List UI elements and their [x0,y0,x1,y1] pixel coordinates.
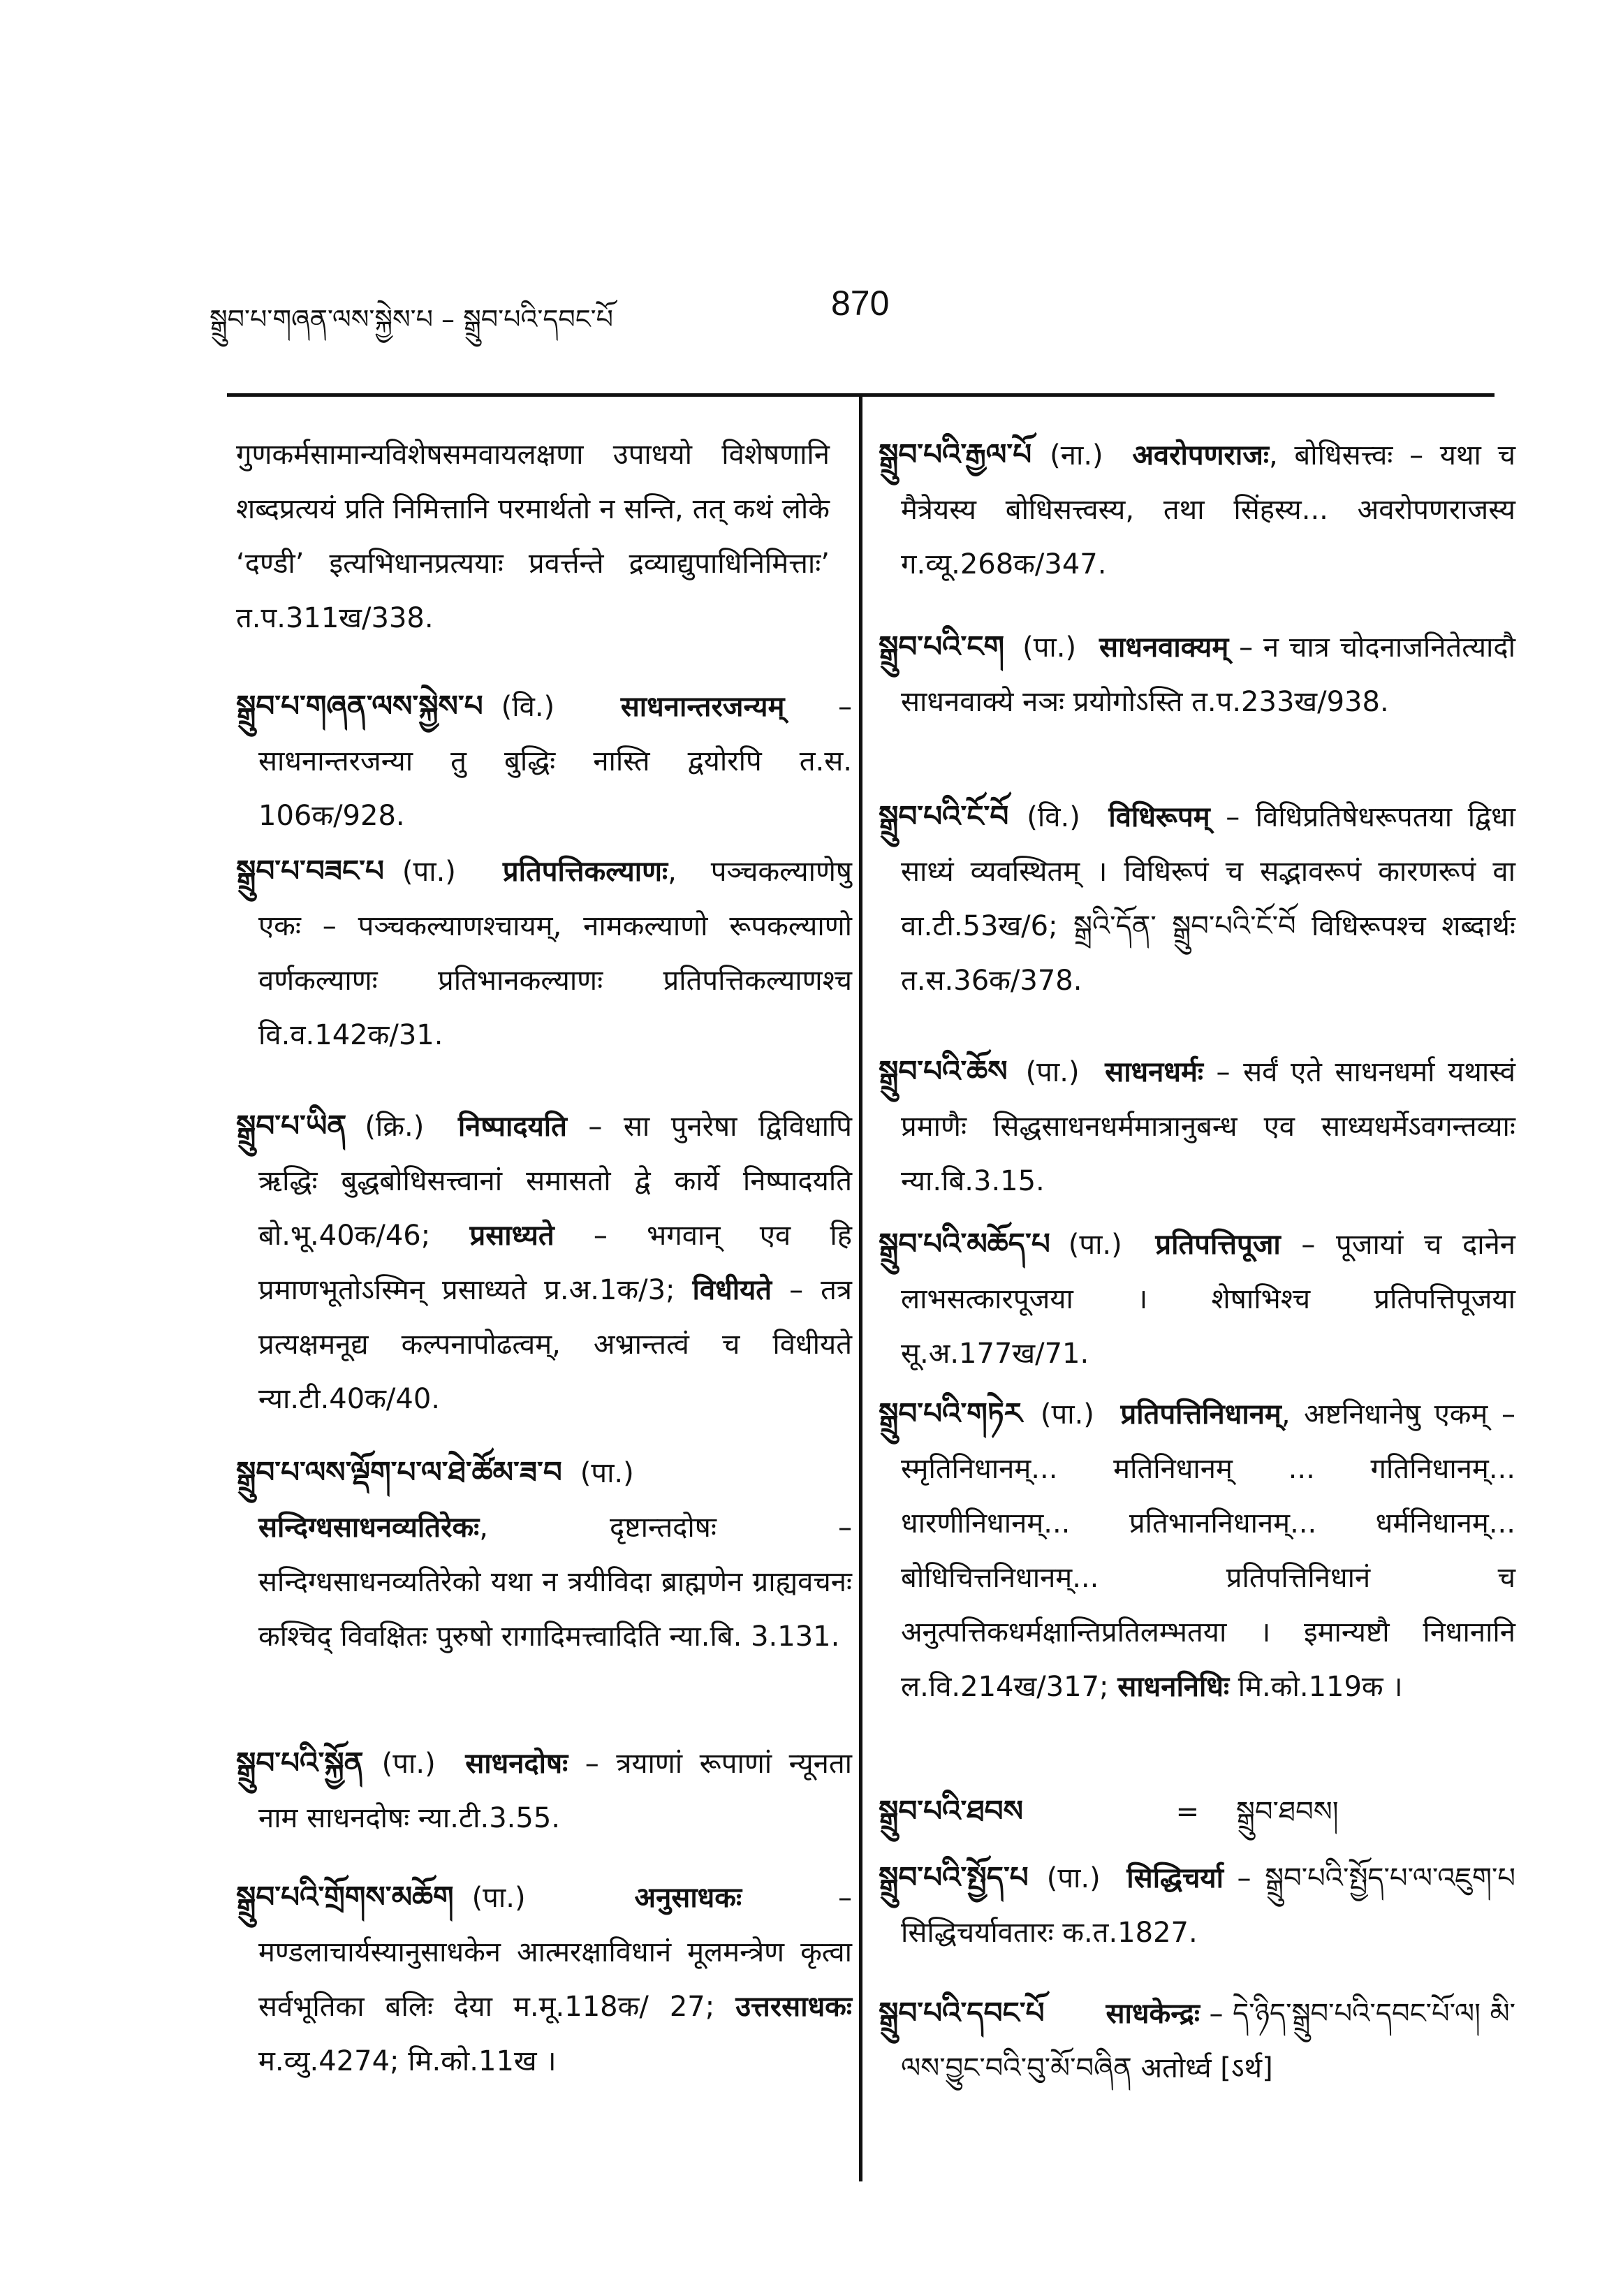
dictionary-entry [879,1044,1515,1208]
entry-text: म.व्यु.4274; मि.को.11ख । [258,2045,557,2077]
entry-term: सिद्धिचर्या [1126,1862,1224,1894]
entry-text: – मण्डलाचार्यस्यानुसाधकेन आत्मरक्षाविधानं मूलमन्त्रेण कृत्वा सर्वभूतिका बलिः देया म.मू.118क/ 27; [258,1882,853,2023]
entry-term: सन्दिग्धसाधनव्यतिरेकः [258,1512,480,1544]
entry-headword: སྒྲུབ་པ་གཞན་ལས་སྐྱེས་པ [236,689,483,723]
entry-pos: (वि.) [1027,801,1080,833]
column-divider [859,393,862,2181]
entry-pos: (वि.) [501,691,555,723]
entry-term: साधकेन्द्रः [1106,1998,1200,2030]
entry-term: प्रसाध्यते [469,1220,555,1252]
entry-text: मि.को.119क । [1238,1671,1403,1703]
dictionary-entry [879,1217,1515,1381]
entry-text: – साधनान्तरजन्या तु बुद्धिः नास्ति द्वयोरपि त.स. 106क/928. [258,691,852,832]
entry-pos: (पा.) [1046,1862,1101,1894]
entry-headword: སྒྲུབ་པའི་སྤྱོད་པ [879,1860,1029,1894]
entry-text: – སྒྲུབ་པའི་སྤྱོད་པ་ལ་འཇུག་པ सिद्धिचर्यावतारः क.त.1827. [901,1862,1516,1949]
entry-headword: སྒྲུབ་པའི་ངག [879,629,1005,664]
entry-pos: (पा.) [1040,1398,1094,1431]
entry-term: अनुसाधकः [634,1882,742,1914]
entry-headword: སྒྲུབ་པའི་མཆོད་པ [879,1227,1050,1261]
dictionary-entry [236,1445,852,1664]
entry-text: – सर्वं एते साधनधर्मा यथास्वं प्रमाणैः सिद्धसाधनधर्ममात्रानुबन्ध एव साध्यधर्मेऽवगन्तव्याः न्या.बि.3.15. [901,1056,1516,1197]
entry-pos: (पा.) [381,1748,436,1780]
entry-text: , अष्टनिधानेषु एकम् – स्मृतिनिधानम्... मतिनिधानम् ... गतिनिधानम्... धारणीनिधानम्... प्रतिभाननिधानम्... धर्मनिधानम्... बोधिचित्तनिधानम्... प्रतिपत्तिनिधानं च अनुत्पत्तिकधर्मक्षान्तिप्रतिलम्भतया । इमान्यष्टौ निधानानि ल.वि.214ख/317; [901,1398,1515,1703]
dictionary-entry [236,1099,852,1426]
entry-text: , दृष्टान्तदोषः – सन्दिग्धसाधनव्यतिरेको यथा न त्रयीविदा ब्राह्मणेन ग्राह्यवचनः कश्चिद् विवक्षितः पुरुषो रागादिमत्त्वादिति न्या.बि. 3.131. [258,1512,852,1653]
entry-text: गुणकर्मसामान्यविशेषसमवायलक्षणा उपाधयो विशेषणानि शब्दप्रत्ययं प्रति निमित्तानि परमार्थतो न सन्ति, तत् कथं लोके ‘दण्डी’ इत्यभिधानप्रत्ययाः प्रवर्त्तन्ते द्रव्याद्युपाधिनिमित्ताः’ त.प.311ख/338. [236,439,830,634]
entry-text: – तत्र प्रत्यक्षमनूद्य कल्पनापोढत्वम्, अभ्रान्तत्वं च विधीयते न्या.टी.40क/40. [258,1274,852,1415]
entry-pos: (पा.) [471,1882,526,1914]
entry-headword: སྒྲུབ་པ་ཡིན [236,1109,347,1143]
entry-text: – भगवान् एव हि प्रमाणभूतोऽस्मिन् प्रसाध्यते प्र.अ.1क/3; [258,1220,852,1306]
entry-term: साधनधर्मः [1105,1056,1203,1088]
entry-headword: སྒྲུབ་པ་བཟང་པ [236,854,384,888]
entry-equals: = [1175,1796,1200,1828]
dictionary-entry [879,1387,1515,1714]
entry-pos: (पा.) [580,1457,634,1489]
entry-headword: སྒྲུབ་པའི་སྐྱོན [236,1746,364,1780]
entry-continuation [236,427,830,645]
entry-pos: (ना.) [1050,439,1103,471]
dictionary-entry [236,679,852,843]
dictionary-entry [879,789,1515,1008]
entry-headword: སྒྲུབ་པའི་ཆོས [879,1054,1008,1088]
entry-term: उत्तरसाधकः [735,1991,852,2023]
dictionary-entry [879,1850,1515,1960]
entry-pos: (पा.) [1068,1229,1122,1261]
dictionary-entry [236,1870,852,2089]
entry-pos: (पा.) [1022,631,1077,664]
entry-text: – न चात्र चोदनाजनितेत्यादौ साधनवाक्ये नञः प्रयोगोऽस्ति त.प.233ख/938. [901,631,1515,718]
entry-pos: (पा.) [1025,1056,1080,1088]
entry-pos: (क्रि.) [365,1111,425,1143]
entry-crossref: སྒྲུབ་ཐབས། [1235,1796,1339,1828]
entry-term: विधिरूपम् [1108,801,1210,833]
entry-term: निष्पादयति [457,1111,567,1143]
dictionary-entry [236,1736,852,1845]
entry-headword: སྒྲུབ་པའི་ཐབས [879,1794,1023,1828]
entry-text: , बोधिसत्त्वः – यथा च मैत्रेयस्य बोधिसत्त्वस्य, तथा सिंहस्य... अवरोपणराजस्य ग.व्यू.268क/347. [901,439,1515,580]
entry-headword: སྒྲུབ་པའི་གཏེར [879,1396,1022,1431]
entry-headword: སྒྲུབ་པའི་ངོ་བོ [879,799,1009,833]
dictionary-entry [879,620,1515,729]
entry-term: प्रतिपत्तिपूजा [1155,1229,1281,1261]
dictionary-entry [236,844,852,1062]
entry-term: साधननिधिः [1117,1671,1230,1703]
entry-term: प्रतिपत्तिकल्याणः [502,856,668,888]
entry-term: विधीयते [692,1274,772,1306]
dictionary-entry [879,427,1515,592]
entry-headword: སྒྲུབ་པའི་རྒྱལ་པོ [879,437,1032,471]
dictionary-entry [879,1986,1515,2096]
running-header: སྒྲུབ་པ་གཞན་ལས་སྐྱེས་པ – སྒྲུབ་པའི་དབང་པོ [210,304,614,335]
entry-text: – विधिप्रतिषेधरूपतया द्विधा साध्यं व्यवस्थितम् । विधिरूपं च सद्भावरूपं कारणरूपं वा वा.टी.53ख/6; སྒྲའི་དོན་ སྒྲུབ་པའི་ངོ་བོ विधिरूपश्च शब्दार्थः त.स.36क/378. [901,801,1516,997]
entry-text: – དེ་ཉིད་སྒྲུབ་པའི་དབང་པོ་ལ། མི་ལས་བྱུང་བའི་བུ་མོ་བཞིན अतोर्ध्व [ऽर्थ] [901,1998,1516,2084]
entry-text: , पञ्चकल्याणेषु एकः – पञ्चकल्याणश्चायम्, नामकल्याणो रूपकल्याणो वर्णकल्याणः प्रतिभानकल्याणः प्रतिपत्तिकल्याणश्च वि.व.142क/31. [258,856,852,1051]
entry-term: प्रतिपत्तिनिधानम् [1120,1398,1281,1431]
entry-headword: སྒྲུབ་པ་ལས་ལྡོག་པ་ལ་ཐེ་ཚོམ་ཟ་བ [236,1455,562,1489]
entry-text: – त्रयाणां रूपाणां न्यूनता नाम साधनदोषः न्या.टी.3.55. [258,1748,852,1834]
page-number: 870 [831,284,890,323]
entry-text: – पूजायां च दानेन लाभसत्कारपूजया । शेषाभिश्च प्रतिपत्तिपूजया सू.अ.177ख/71. [901,1229,1515,1370]
entry-headword: སྒྲུབ་པའི་གྲོགས་མཆོག [236,1880,454,1914]
entry-term: साधनवाक्यम् [1099,631,1229,664]
entry-pos: (पा.) [402,856,456,888]
entry-term: अवरोपणराजः [1132,439,1270,471]
entry-term: साधनदोषः [465,1748,568,1780]
entry-text: – सा पुनरेषा द्विविधापि ऋद्धिः बुद्धबोधिसत्त्वानां समासतो द्वे कार्ये निष्पादयति बो.भू.40क/46; [258,1111,853,1252]
entry-headword: སྒྲུབ་པའི་དབང་པོ [879,1996,1045,2030]
entry-term: साधनान्तरजन्यम् [620,691,785,723]
dictionary-entry [879,1784,1515,1839]
